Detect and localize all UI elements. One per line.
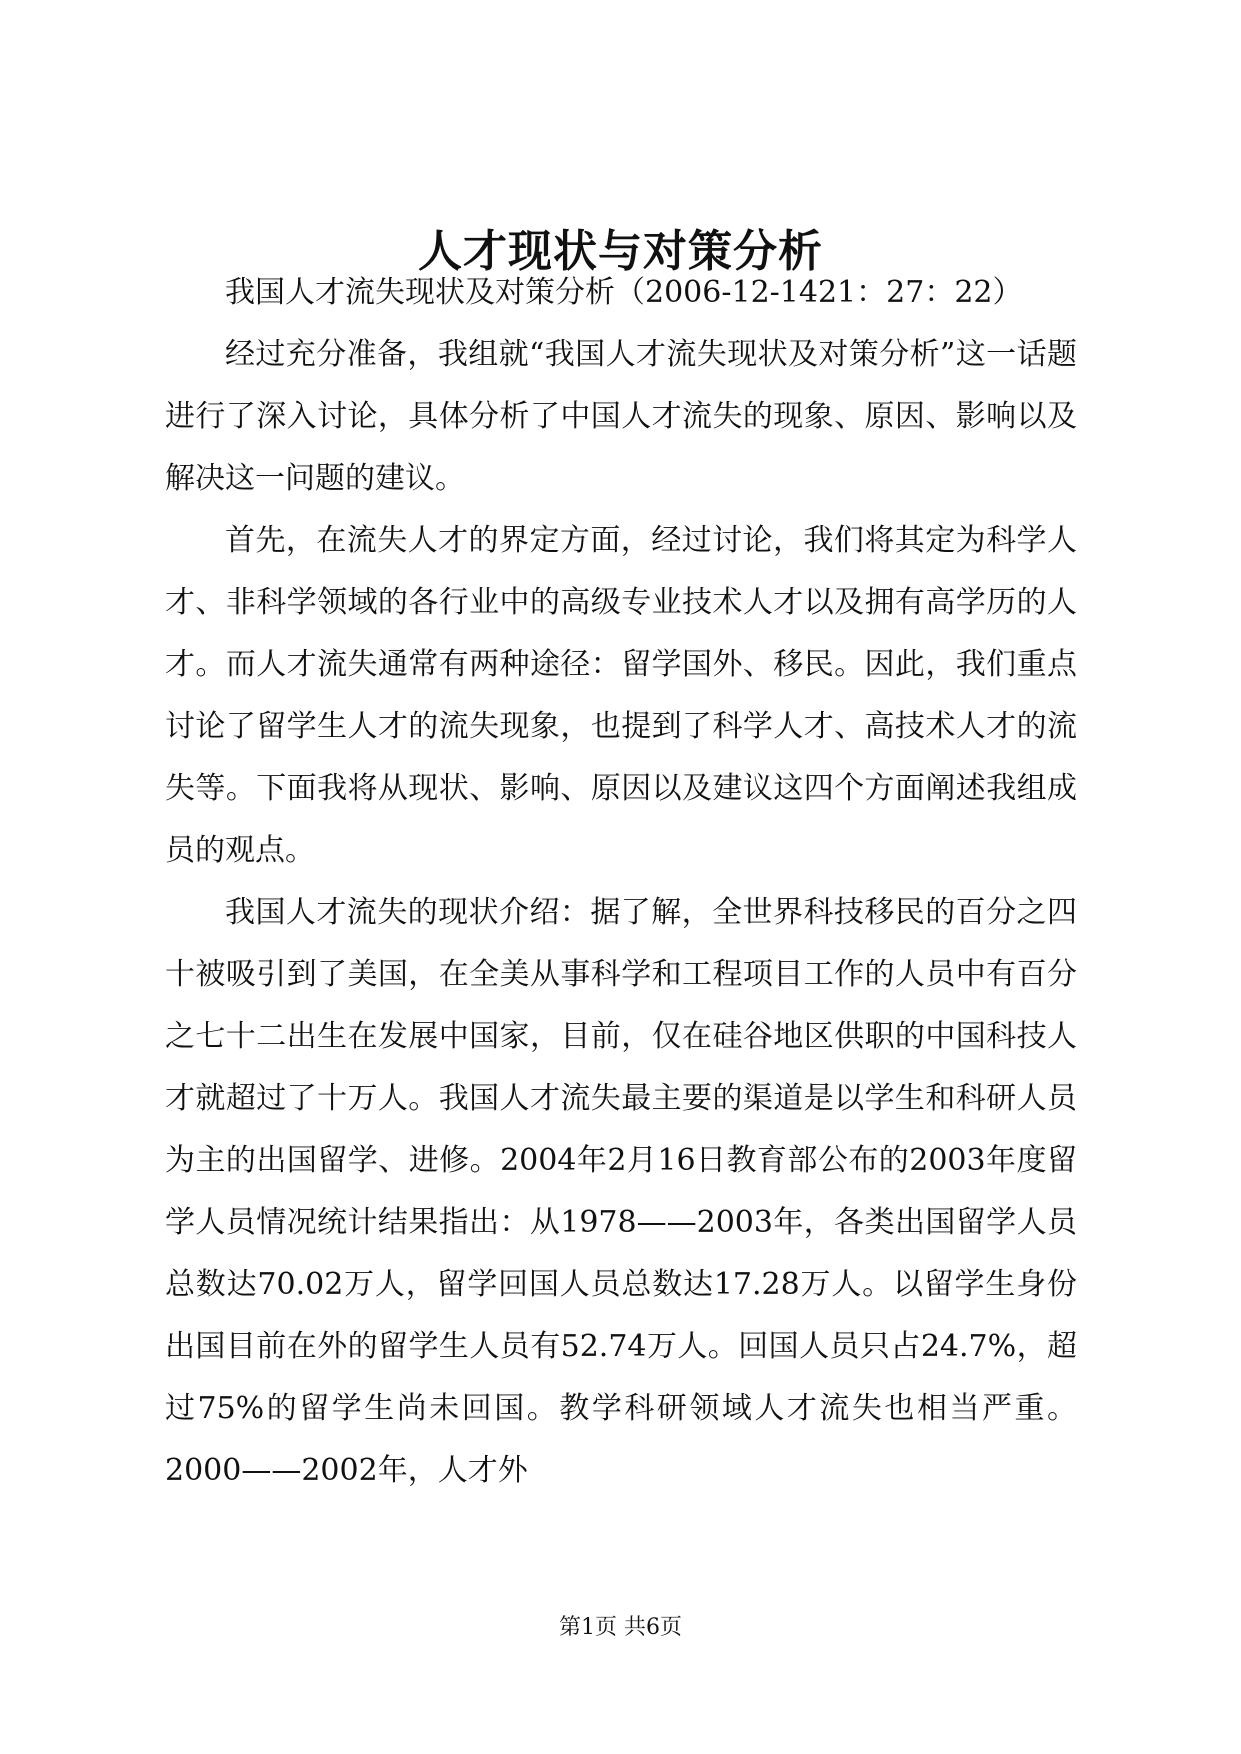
paragraph-definition: 首先，在流失人才的界定方面，经过讨论，我们将其定为科学人才、非科学领域的各行业中的高级专业技术人才以及拥有高学历的人才。而人才流失通常有两种途径：留学国外、移民。因此，我们重点讨论了留学生人才的流失现象，也提到了科学人才、高技术人才的流失等。下面我将从现状、影响、原因以及建议这四个方面阐述我组成员的观点。 <box>165 523 1077 868</box>
paragraph-intro: 经过充分准备，我组就“我国人才流失现状及对策分析”这一话题进行了深入讨论，具体分析了中国人才流失的现象、原因、影响以及解决这一问题的建议。 <box>165 337 1077 496</box>
document-title: 人才现状与对策分析 <box>418 226 823 277</box>
document-body <box>165 262 1077 1502</box>
page-footer: 第1页 共6页 <box>559 1615 682 1640</box>
paragraph-subtitle: 我国人才流失现状及对策分析（2006-12-1421：27：22） <box>225 275 1023 310</box>
paragraph-status: 我国人才流失的现状介绍：据了解，全世界科技移民的百分之四十被吸引到了美国，在全美从事科学和工程项目工作的人员中有百分之七十二出生在发展中国家，目前，仅在硅谷地区供职的中国科技人才就超过了十万人。我国人才流失最主要的渠道是以学生和科研人员为主的出国留学、进修。2004年2月16日教育部公布的2003年度留学人员情况统计结果指出：从1978——2003年，各类出国留学人员总数达70.02万人，留学回国人员总数达17.28万人。以留学生身份出国目前在外的留学生人员有52.74万人。回国人员只占24.7%，超过75%的留学生尚未回国。教学科研领域人才流失也相当严重。2000——2002年，人才外 <box>165 895 1077 1488</box>
